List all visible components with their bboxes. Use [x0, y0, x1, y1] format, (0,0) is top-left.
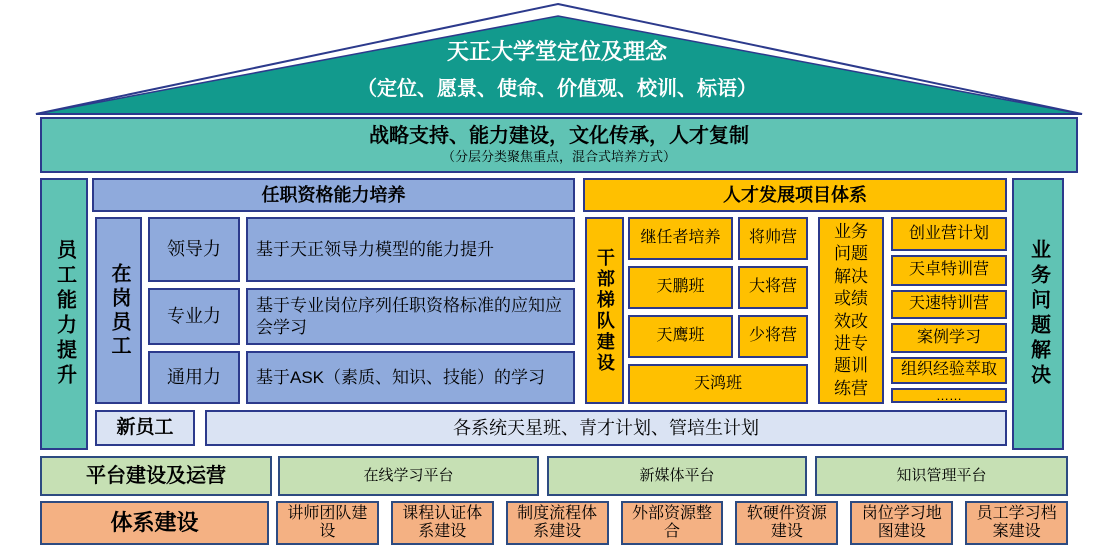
new-staff-programs: 各系统天星班、青才计划、管培生计划 — [205, 410, 1007, 446]
platform-row-label: 平台建设及运营 — [40, 456, 272, 496]
roof-subtitle: （定位、愿景、使命、价值观、校训、标语） — [357, 78, 757, 100]
strategy-banner-subtitle: （分层分类聚焦重点，混合式培养方式） — [441, 149, 676, 165]
capability-label-general: 通用力 — [148, 351, 240, 404]
program-tianpeng-class: 天鹏班 — [628, 266, 733, 309]
program-more-ellipsis: …… — [891, 388, 1007, 403]
system-learning-archive: 员工学习档案建设 — [965, 501, 1068, 545]
roof-title: 天正大学堂定位及理念 — [446, 39, 667, 64]
new-staff-label: 新员工 — [95, 410, 195, 446]
program-startup-camp: 创业营计划 — [891, 217, 1007, 251]
program-jiangshuai-camp: 将帅营 — [738, 217, 808, 260]
talent-header: 人才发展项目体系 — [583, 178, 1007, 212]
capability-label-professional: 专业力 — [148, 288, 240, 345]
system-process-system: 制度流程体系建设 — [506, 501, 609, 545]
program-successor: 继任者培养 — [628, 217, 733, 260]
left-bar-employee-capability: 员工能力提升 — [40, 178, 88, 450]
program-case-study: 案例学习 — [891, 323, 1007, 353]
business-problem-camp-label — [818, 217, 884, 404]
platform-online-learning: 在线学习平台 — [278, 456, 539, 496]
capability-desc-professional: 基于专业岗位序列任职资格标准的应知应会学习 — [246, 288, 575, 345]
program-tianzhuo-camp: 天卓特训营 — [891, 255, 1007, 286]
program-tianying-class: 天鹰班 — [628, 315, 733, 358]
system-hardware-software: 软硬件资源建设 — [735, 501, 838, 545]
platform-new-media: 新媒体平台 — [547, 456, 807, 496]
qualification-header: 任职资格能力培养 — [92, 178, 575, 212]
cadre-ladder-label: 干部梯队建设 — [585, 217, 624, 404]
program-tianhong-class: 天鸿班 — [628, 364, 808, 404]
capability-label-leadership: 领导力 — [148, 217, 240, 282]
system-external-resources: 外部资源整合 — [621, 501, 724, 545]
strategy-banner-title: 战略支持、能力建设，文化传承，人才复制 — [369, 125, 749, 148]
strategy-banner — [40, 117, 1078, 173]
program-org-experience: 组织经验萃取 — [891, 357, 1007, 384]
capability-desc-leadership: 基于天正领导力模型的能力提升 — [246, 217, 575, 282]
program-tiansu-camp: 天速特训营 — [891, 290, 1007, 319]
system-trainer-team: 讲师团队建设 — [276, 501, 379, 545]
right-bar-business-problem: 业务问题解决 — [1012, 178, 1064, 450]
system-learning-map: 岗位学习地图建设 — [850, 501, 953, 545]
system-row-label: 体系建设 — [40, 501, 269, 545]
business-problem-camp-text: 业务问题解决或绩效改进专题训练营 — [834, 221, 868, 398]
system-course-cert: 课程认证体系建设 — [391, 501, 494, 545]
capability-desc-general: 基于ASK（素质、知识、技能）的学习 — [246, 351, 575, 404]
platform-knowledge-mgmt: 知识管理平台 — [815, 456, 1068, 496]
system-items-row — [276, 501, 1068, 545]
program-shaojiang-camp: 少将营 — [738, 315, 808, 358]
on-job-staff-label: 在岗员工 — [95, 217, 142, 404]
program-dajiang-camp: 大将营 — [738, 266, 808, 309]
roof-title-block — [0, 35, 1114, 101]
